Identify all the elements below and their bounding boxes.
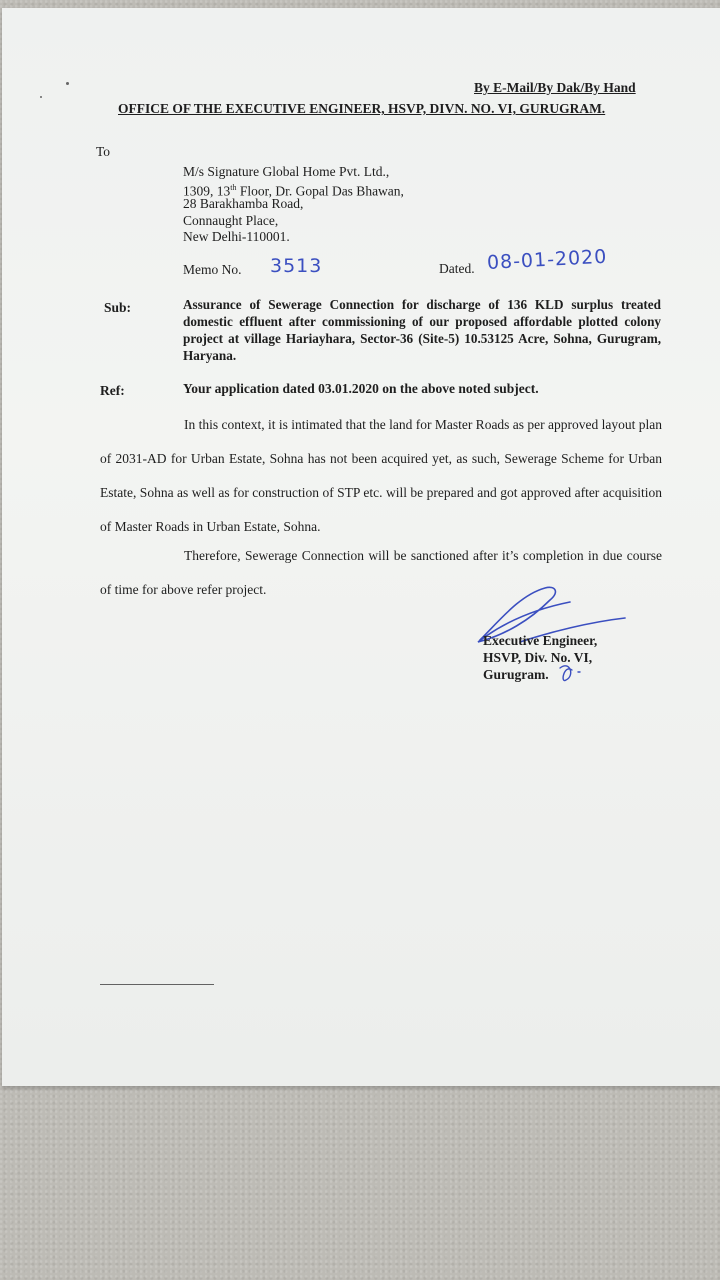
body-paragraph-2: Therefore, Sewerage Connection will be sanctioned after it’s completion in due course of time for above refer project. xyxy=(100,548,662,597)
dispatch-mode: By E-Mail/By Dak/By Hand xyxy=(474,80,636,95)
signature-division: HSVP, Div. No. VI, xyxy=(483,650,593,665)
dated-label: Dated. xyxy=(439,261,475,276)
office-header: OFFICE OF THE EXECUTIVE ENGINEER, HSVP, DIVN. NO. VI, GURUGRAM. xyxy=(118,101,606,116)
paper-speck xyxy=(40,96,42,98)
address-line-2: 1309, 13th Floor, Dr. Gopal Das Bhawan, xyxy=(183,183,404,199)
memo-label: Memo No. xyxy=(183,262,242,277)
reference-label: Ref: xyxy=(100,383,125,398)
body-paragraph-1: In this context, it is intimated that the land for Master Roads as per approved layout plan of 2031-AD for Urban Estate, Sohna has not been acquired yet, as such, Sewerage Scheme for Urban Estate, Sohna as well as for construction of STP etc. will be prepared and got approved after acquisition of Master Roads in Urban Estate, Sohna. xyxy=(100,417,663,534)
subject-text: Assurance of Sewerage Connection for discharge of 136 KLD surplus treated domestic effluent after commissioning of our proposed affordable plotted colony project at village Hariayhara, Sector-36 (Site-5) 10.53125 Acre, Sohna, Gurugram, Haryana. xyxy=(183,297,661,363)
paper-speck xyxy=(66,82,69,85)
signature-designation: Executive Engineer, xyxy=(483,633,598,648)
address-line-1: M/s Signature Global Home Pvt. Ltd., xyxy=(183,164,390,179)
signature-location: Gurugram. xyxy=(483,667,549,682)
memo-number: 3513 xyxy=(270,255,323,277)
reference-text: Your application dated 03.01.2020 on the above noted subject. xyxy=(183,381,539,396)
address-line-5: New Delhi-110001. xyxy=(183,229,290,244)
to-label: To xyxy=(96,144,111,159)
subject-label: Sub: xyxy=(104,300,132,315)
address-line-3: 28 Barakhamba Road, xyxy=(183,196,304,211)
footer-filepath: ▬▬▬▬▬▬▬▬▬▬▬▬▬▬▬▬▬▬▬▬▬▬▬▬▬▬▬▬▬▬▬▬▬▬▬▬▬▬ xyxy=(100,982,214,986)
address-line-4: Connaught Place, xyxy=(183,213,279,228)
memo-date: 08-01-2020 xyxy=(486,245,608,274)
